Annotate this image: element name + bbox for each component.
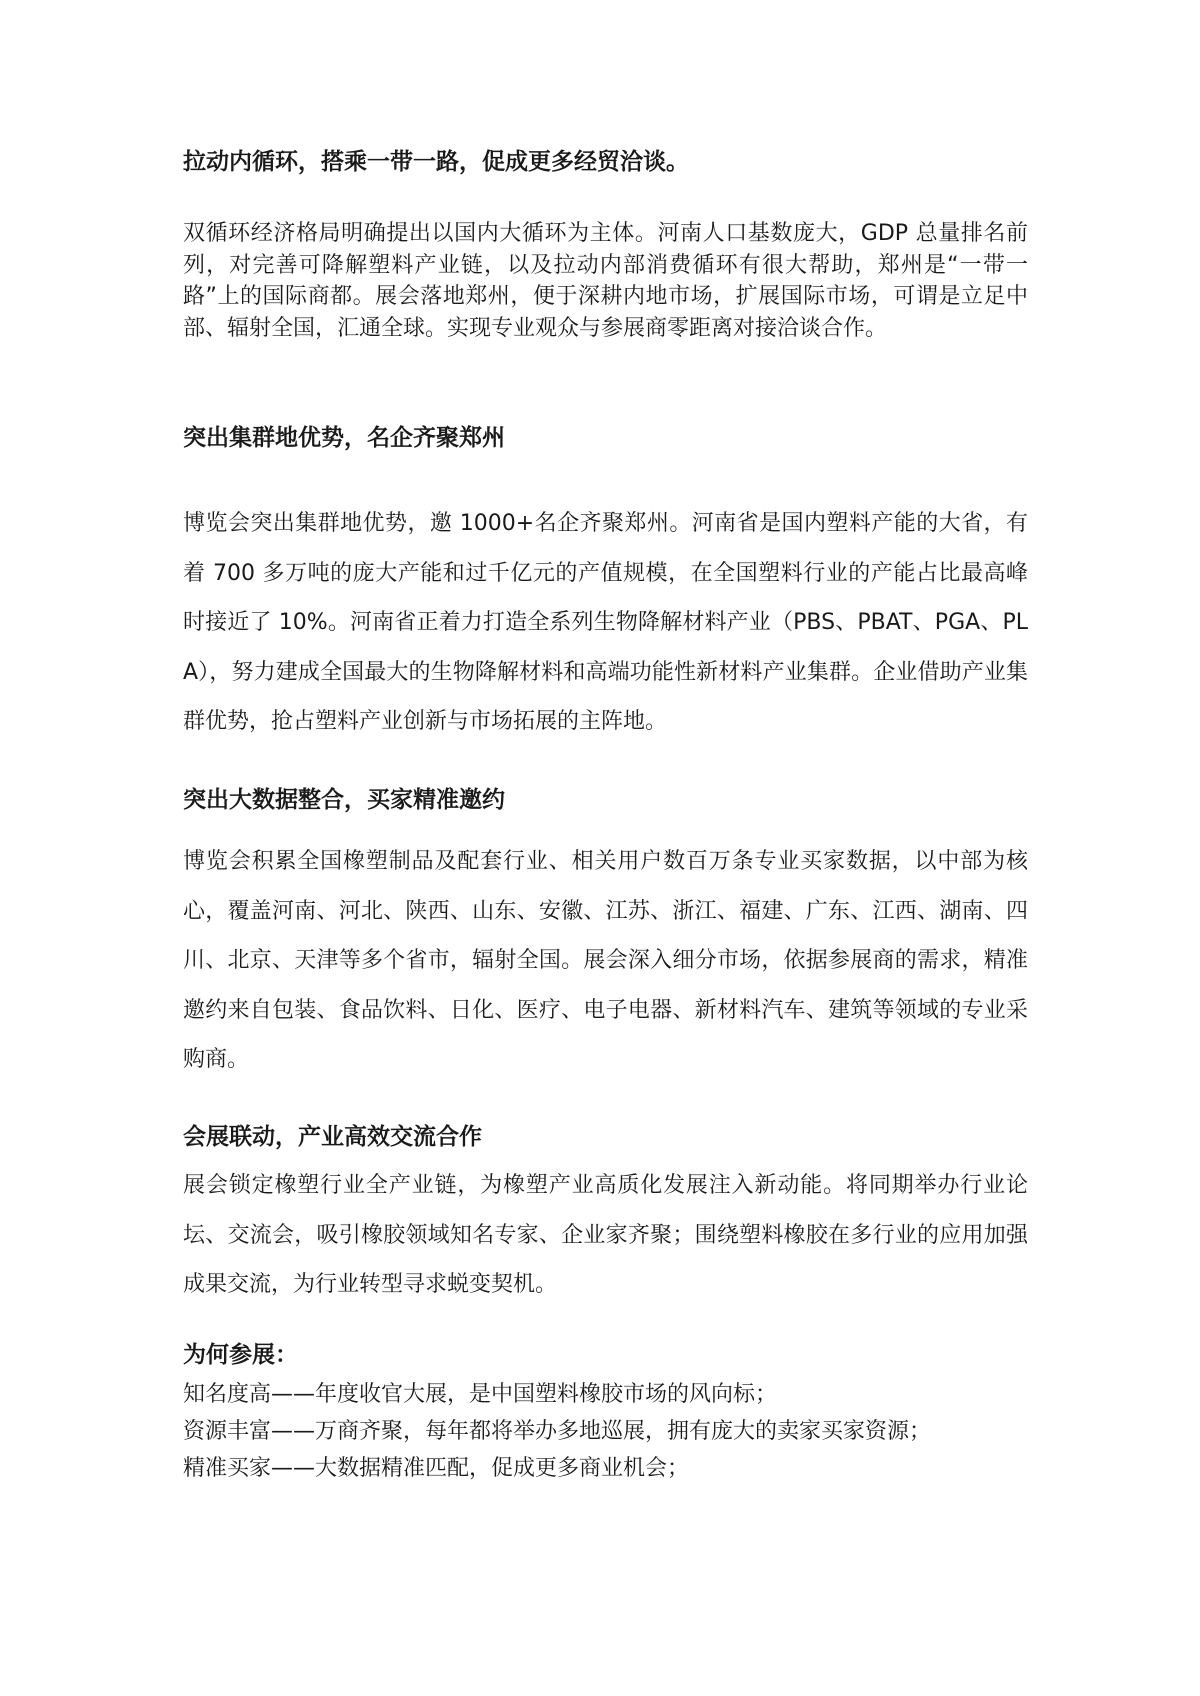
section-heading-exhibition-linkage: 会展联动，产业高效交流合作 bbox=[183, 1124, 482, 1150]
why-exhibit-item: 精准买家——大数据精准匹配，促成更多商业机会； bbox=[183, 1456, 690, 1481]
section-body-exhibition-linkage: 展会锁定橡塑行业全产业链，为橡塑产业高质化发展注入新动能。将同期举办行业论坛、交流会，吸引橡胶领域知名专家、企业家齐聚；围绕塑料橡胶在多行业的应用加强成果交流，为行业转型寻求蜕变契机。 bbox=[183, 1173, 1028, 1297]
section-heading-cluster-advantage: 突出集群地优势，名企齐聚郑州 bbox=[183, 425, 505, 451]
section-body-inner-circulation: 双循环经济格局明确提出以国内大循环为主体。河南人口基数庞大，GDP 总量排名前列，对完善可降解塑料产业链，以及拉动内部消费循环有很大帮助，郑州是“一带一路”上的国际商都。展会落地郑州，便于深耕内地市场，扩展国际市场，可谓是立足中部、辐射全国，汇通全球。实现专业观众与参展商零距离对接洽谈合作。 bbox=[183, 221, 1028, 341]
section-heading-big-data: 突出大数据整合，买家精准邀约 bbox=[183, 787, 505, 813]
why-exhibit-item: 资源丰富——万商齐聚，每年都将举办多地巡展，拥有庞大的卖家买家资源； bbox=[183, 1419, 932, 1444]
section-heading-inner-circulation: 拉动内循环，搭乘一带一路，促成更多经贸洽谈。 bbox=[183, 149, 689, 175]
why-exhibit-heading: 为何参展： bbox=[183, 1342, 298, 1368]
section-body-cluster-advantage: 博览会突出集群地优势，邀 1000+名企齐聚郑州。河南省是国内塑料产能的大省，有着 700 多万吨的庞大产能和过千亿元的产值规模，在全国塑料行业的产能占比最高峰时接近了 10%。河南省正着力打造全系列生物降解材料产业（PBS、PBAT、PGA、PLA），努力建成全国最大的生物降解材料和高端功能性新材料产业集群。企业借助产业集群优势，抢占塑料产业创新与市场拓展的主阵地。 bbox=[183, 511, 1028, 734]
why-exhibit-item: 知名度高——年度收官大展，是中国塑料橡胶市场的风向标； bbox=[183, 1382, 778, 1407]
section-body-big-data: 博览会积累全国橡塑制品及配套行业、相关用户数百万条专业买家数据，以中部为核心，覆盖河南、河北、陕西、山东、安徽、江苏、浙江、福建、广东、江西、湖南、四川、北京、天津等多个省市，辐射全国。展会深入细分市场，依据参展商的需求，精准邀约来自包装、食品饮料、日化、医疗、电子电器、新材料汽车、建筑等领域的专业采购商。 bbox=[183, 849, 1028, 1072]
